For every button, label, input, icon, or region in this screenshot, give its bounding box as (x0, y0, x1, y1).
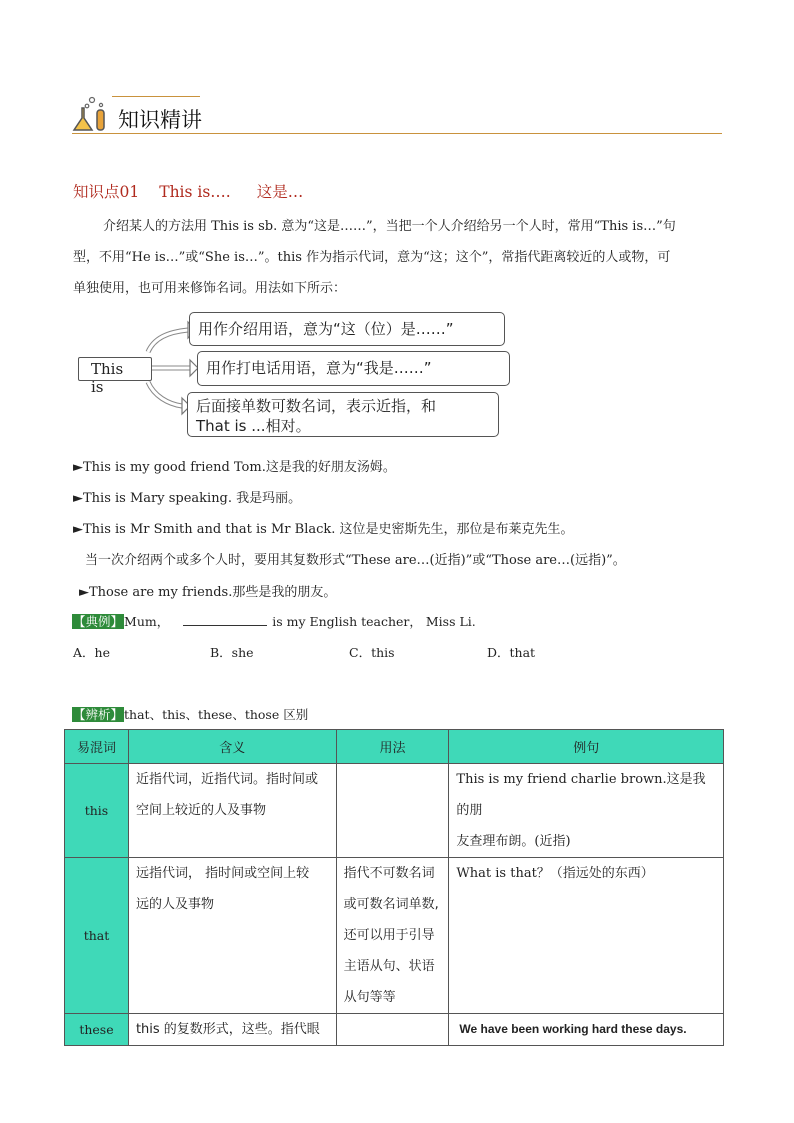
row-word: this (65, 764, 129, 858)
diagram-box-near (187, 392, 499, 437)
row-usage (336, 764, 449, 858)
intro-line-2: 型，不用“He is…”或“She is…”。this 作为指示代词，意为“这；这个”，常指代距离较近的人或物，可 (73, 250, 671, 265)
diagram-source-box: This is (78, 357, 152, 381)
row-word: these (65, 1014, 129, 1046)
header-divider (72, 133, 722, 134)
row-example: What is that？（指远处的东西） (449, 858, 724, 1014)
table-row (65, 764, 724, 858)
option-c[interactable]: C．this (349, 645, 395, 660)
header-top-line (112, 96, 200, 97)
row-meaning: 近指代词，近指代词。指时间或 空间上较近的人及事物 (128, 764, 336, 858)
row-example: This is my friend charlie brown.这是我的朋 友查理布朗。(近指) (449, 764, 724, 858)
option-a[interactable]: A．he (73, 645, 110, 660)
kp-number: 知识点01 (73, 183, 140, 201)
section-title: 知识精讲 (118, 108, 202, 132)
option-b[interactable]: B．she (210, 645, 254, 660)
kp-chinese: 这是… (256, 183, 304, 201)
flask-icon (70, 94, 116, 134)
example-4: ►Those are my friends.那些是我的朋友。 (79, 585, 337, 600)
row-meaning: 远指代词， 指时间或空间上较 远的人及事物 (128, 858, 336, 1014)
diagram-box-near-line-1: 后面接单数可数名词，表示近指，和 (196, 397, 437, 415)
intro-line-3: 单独使用，也可用来修饰名词。用法如下所示： (73, 281, 347, 296)
diagram-box-intro: 用作介绍用语，意为“这（位）是……” (189, 312, 505, 346)
intro-paragraph (73, 211, 723, 304)
header-word: 易混词 (65, 730, 129, 764)
table-row (65, 1014, 724, 1046)
header-example: 例句 (449, 730, 724, 764)
example-3: ►This is Mr Smith and that is Mr Black. 这位是史密斯先生，那位是布莱克先生。 (73, 522, 574, 537)
analysis-tag: 【辨析】 (73, 707, 124, 722)
row-example: We have been working hard these days. (449, 1014, 724, 1046)
analysis-title: that、this、these、those 区别 (124, 707, 309, 722)
diagram-box-near-line-2: That is ...相对。 (196, 417, 311, 435)
plural-note: 当一次介绍两个或多个人时，要用其复数形式“These are…(近指)”或“Those are…(远指)”。 (85, 553, 626, 568)
comparison-table (64, 729, 724, 1046)
example-2: ►This is Mary speaking. 我是玛丽。 (73, 491, 302, 506)
header-meaning: 含义 (128, 730, 336, 764)
analysis-heading (72, 705, 308, 723)
table-row (65, 858, 724, 1014)
example-1: ►This is my good friend Tom.这是我的好朋友汤姆。 (73, 460, 396, 475)
exercise-suffix: is my English teacher， Miss Li. (272, 614, 476, 629)
answer-blank[interactable] (183, 613, 267, 626)
exercise-question (72, 612, 476, 630)
intro-line-1: 介绍某人的方法用 This is sb. 意为“这是……”，当把一个人介绍给另一个人时，常用“This is…”句 (103, 219, 676, 234)
row-meaning: this 的复数形式，这些。指代眼 (128, 1014, 336, 1046)
row-word: that (65, 858, 129, 1014)
knowledge-point-title (73, 180, 303, 202)
option-d[interactable]: D．that (487, 645, 536, 660)
row-usage: 指代不可数名词 或可数名词单数, 还可以用于引导 主语从句、状语 从句等等 (336, 858, 449, 1014)
header-usage: 用法 (336, 730, 449, 764)
table-header-row (65, 730, 724, 764)
exercise-prefix: Mum， (124, 614, 170, 629)
diagram-box-phone: 用作打电话用语，意为“我是……” (197, 351, 510, 386)
exercise-tag: 【典例】 (73, 614, 124, 629)
row-usage (336, 1014, 449, 1046)
kp-english: This is…. (159, 183, 231, 201)
